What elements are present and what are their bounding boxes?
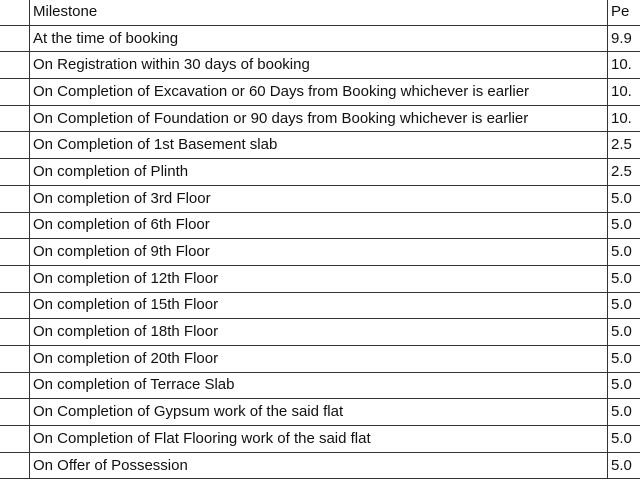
milestone-cell: On Completion of 1st Basement slab [30, 132, 608, 159]
row-index-cell [0, 345, 30, 372]
row-index-cell [0, 105, 30, 132]
percentage-cell: 5.0 [608, 399, 640, 426]
table-row [0, 239, 640, 266]
percentage-cell: 5.0 [608, 185, 640, 212]
table-row [0, 265, 640, 292]
milestone-cell: On Completion of Gypsum work of the said flat [30, 399, 608, 426]
table-row [0, 79, 640, 106]
milestone-cell: On completion of 12th Floor [30, 265, 608, 292]
table-row [0, 52, 640, 79]
row-index-cell [0, 452, 30, 479]
row-index-cell [0, 239, 30, 266]
table-row [0, 105, 640, 132]
milestone-cell: On Offer of Possession [30, 452, 608, 479]
table-row [0, 212, 640, 239]
milestone-column-header: Milestone [30, 0, 608, 25]
percentage-cell: 5.0 [608, 345, 640, 372]
table-row [0, 399, 640, 426]
milestone-cell: On completion of 18th Floor [30, 319, 608, 346]
row-index-cell [0, 52, 30, 79]
row-index-cell [0, 319, 30, 346]
table-row [0, 345, 640, 372]
percentage-cell: 2.5 [608, 159, 640, 186]
table-row [0, 319, 640, 346]
row-index-cell [0, 159, 30, 186]
milestone-cell: On completion of 20th Floor [30, 345, 608, 372]
milestone-cell: On completion of 3rd Floor [30, 185, 608, 212]
milestone-cell: On Completion of Excavation or 60 Days from Booking whichever is earlier [30, 79, 608, 106]
row-index-cell [0, 399, 30, 426]
percentage-cell: 2.5 [608, 132, 640, 159]
milestone-cell: On completion of 6th Floor [30, 212, 608, 239]
row-index-cell [0, 265, 30, 292]
table-row [0, 159, 640, 186]
percentage-cell: 5.0 [608, 265, 640, 292]
percentage-cell: 10. [608, 105, 640, 132]
milestone-cell: At the time of booking [30, 25, 608, 52]
milestone-cell: On Registration within 30 days of booking [30, 52, 608, 79]
table-row [0, 452, 640, 479]
table-header-row [0, 0, 640, 25]
milestone-cell: On completion of 9th Floor [30, 239, 608, 266]
percentage-column-header: Pe [608, 0, 640, 25]
table-row [0, 185, 640, 212]
index-column-header [0, 0, 30, 25]
milestone-cell: On completion of Plinth [30, 159, 608, 186]
row-index-cell [0, 372, 30, 399]
table-body [0, 25, 640, 479]
table-row [0, 25, 640, 52]
row-index-cell [0, 132, 30, 159]
milestone-cell: On Completion of Flat Flooring work of the said flat [30, 426, 608, 453]
row-index-cell [0, 185, 30, 212]
row-index-cell [0, 25, 30, 52]
table-row [0, 132, 640, 159]
percentage-cell: 9.9 [608, 25, 640, 52]
table-row [0, 372, 640, 399]
milestone-cell: On completion of 15th Floor [30, 292, 608, 319]
percentage-cell: 10. [608, 52, 640, 79]
percentage-cell: 5.0 [608, 426, 640, 453]
row-index-cell [0, 79, 30, 106]
percentage-cell: 5.0 [608, 452, 640, 479]
percentage-cell: 5.0 [608, 212, 640, 239]
milestone-cell: On completion of Terrace Slab [30, 372, 608, 399]
row-index-cell [0, 292, 30, 319]
row-index-cell [0, 212, 30, 239]
percentage-cell: 5.0 [608, 292, 640, 319]
percentage-cell: 10. [608, 79, 640, 106]
percentage-cell: 5.0 [608, 319, 640, 346]
table-row [0, 426, 640, 453]
table-row [0, 292, 640, 319]
percentage-cell: 5.0 [608, 372, 640, 399]
percentage-cell: 5.0 [608, 239, 640, 266]
milestone-cell: On Completion of Foundation or 90 days from Booking whichever is earlier [30, 105, 608, 132]
row-index-cell [0, 426, 30, 453]
